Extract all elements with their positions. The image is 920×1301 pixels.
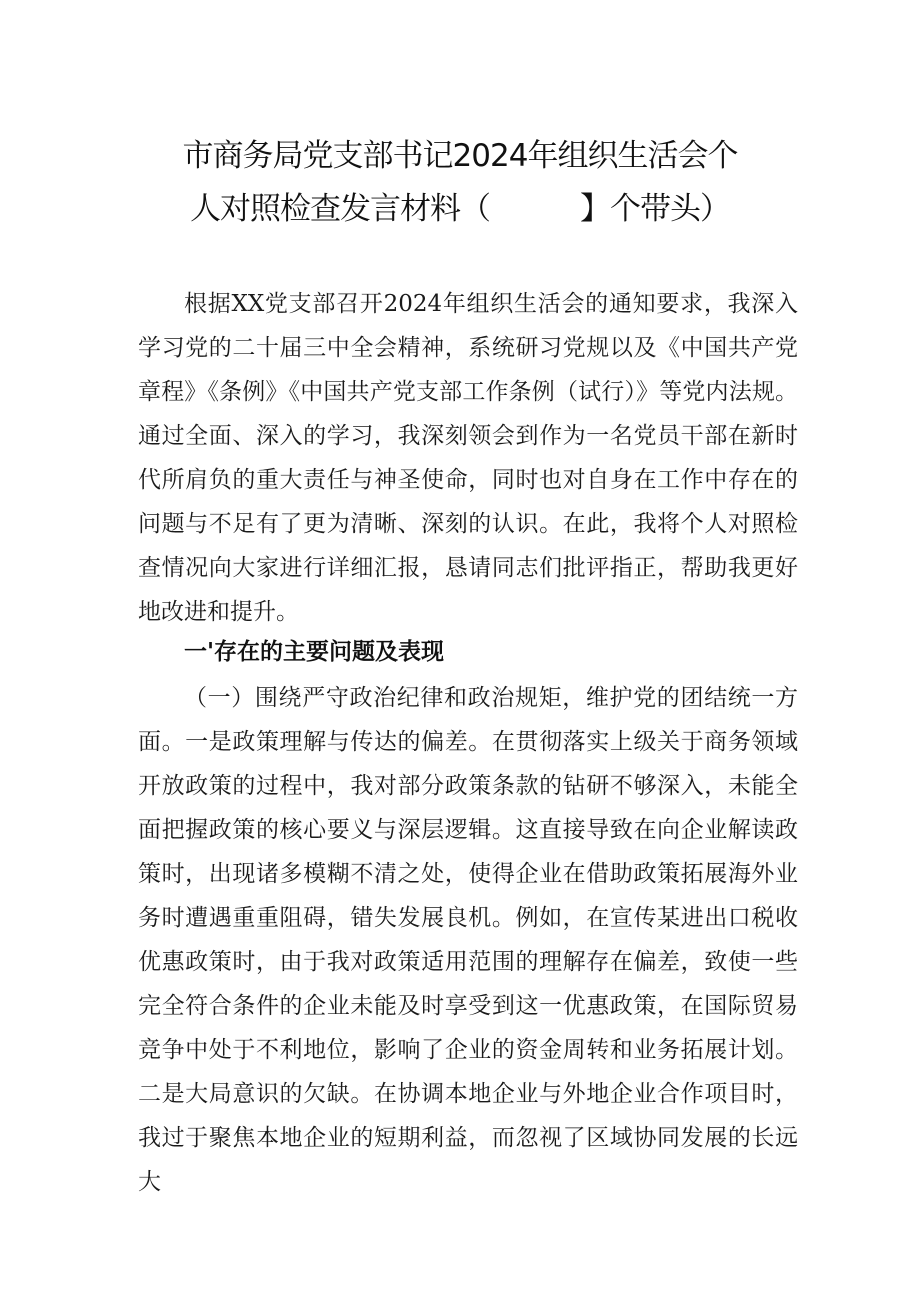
- section-heading: 一'存在的主要问题及表现: [184, 639, 445, 665]
- section-paragraph: （一）围绕严守政治纪律和政治规矩，维护党的团结统一方面。一是政策理解与传达的偏差。在贯彻落实上级关于商务领域开放政策的过程中，我对部分政策条款的钻研不够深入，未能全面把握政策的核心要义与深层逻辑。这直接导致在向企业解读政策时，出现诸多模糊不清之处，使得企业在借助政策拓展海外业务时遭遇重重阻碍，错失发展良机。例如，在宣传某进出口税收优惠政策时，由于我对政策适用范围的理解存在偏差，致使一些完全符合条件的企业未能及时享受到这一优惠政策，在国际贸易竞争中处于不利地位，影响了企业的资金周转和业务拓展计划。二是大局意识的欠缺。在协调本地企业与外地企业合作项目时，我过于聚焦本地企业的短期利益，而忽视了区域协同发展的长远大: [138, 685, 798, 1195]
- document-title-line-1: 市商务局党支部书记2024年组织生活会个: [182, 138, 738, 174]
- intro-paragraph: 根据XX党支部召开2024年组织生活会的通知要求，我深入学习党的二十届三中全会精神，系统研习党规以及《中国共产党章程》《条例》《中国共产党支部工作条例（试行）》等党内法规。通过全面、深入的学习，我深刻领会到作为一名党员干部在新时代所肩负的重大责任与神圣使命，同时也对自身在工作中存在的问题与不足有了更为清晰、深刻的认识。在此，我将个人对照检查情况向大家进行详细汇报，恳请同志们批评指正，帮助我更好地改进和提升。: [138, 291, 798, 625]
- document-title-line-2: 人对照检查发言材料（ 】个带头）: [190, 191, 730, 227]
